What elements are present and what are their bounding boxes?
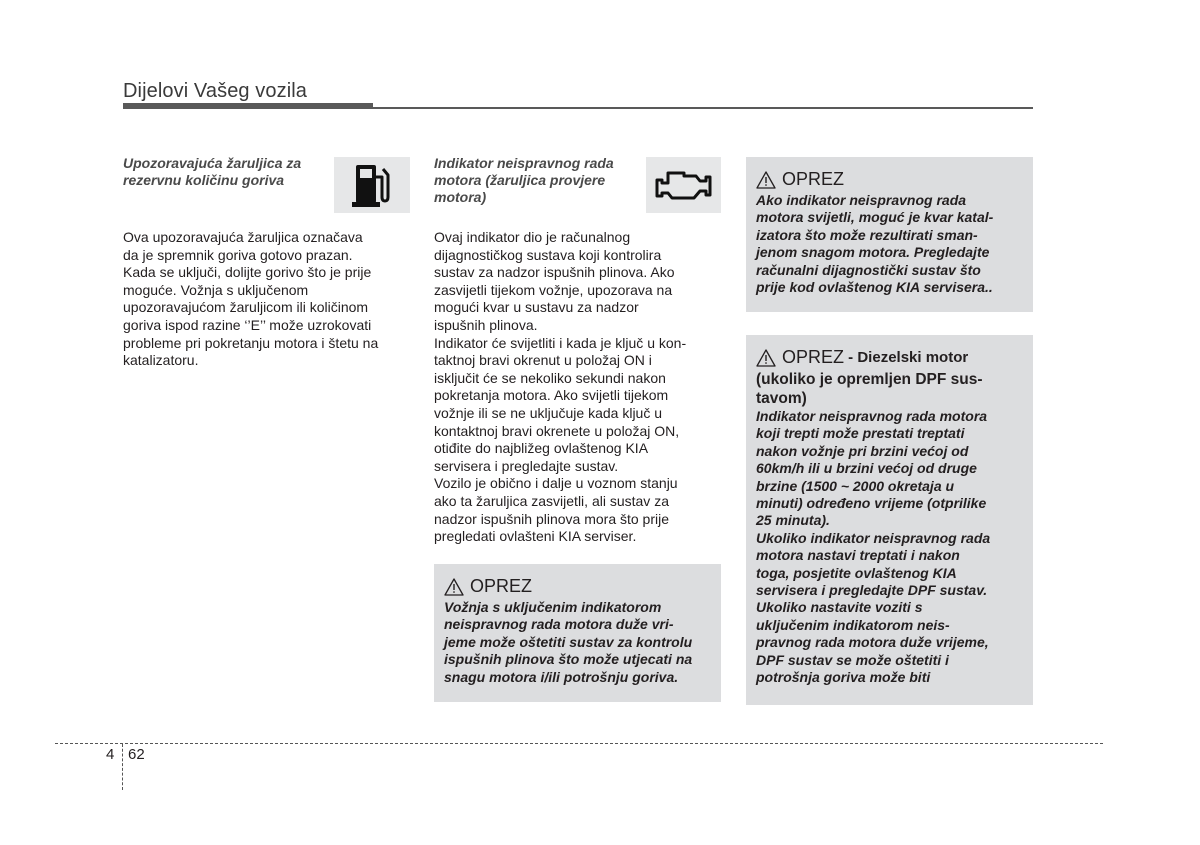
text-line: Indikator neispravnog rada motora [756,408,988,424]
text-line: Indikator će svijetliti i kada je ključ u kon- [434,334,687,351]
text-line: Ukoliko nastavite voziti s [756,599,923,616]
text-line: koji trepti može prestati treptati [756,425,965,442]
engine-indicator-text [434,229,734,546]
caution-header [756,169,1023,190]
text-line: prije kod ovlaštenog KIA servisera.. [756,279,993,296]
text-line: ako ta žaruljica zasvijetli, ali sustav za [434,492,669,509]
text-line: neispravnog rada motora duže vri- [444,616,674,633]
text-line: 25 minuta). [756,512,830,529]
text-line: Kada se uključi, dolijte gorivo što je prije [123,264,372,281]
text-line: potrošnja goriva može biti [756,669,931,686]
check-engine-icon [654,168,714,202]
caution-title-suffix: - Diezelski motor [844,349,969,366]
text-line: (ukoliko je opremljen DPF sus- [756,371,983,388]
text-line: taktnoj bravi okrenut u položaj ON i [434,352,652,369]
text-line: Ako indikator neispravnog rada [756,192,967,208]
text-line: upozoravajućom žaruljicom ili količinom [123,299,369,316]
footer-vertical-rule [122,744,123,790]
text-line: sustav za nadzor ispušnih plinova. Ako [434,264,675,281]
caution-subtitle [756,370,1023,408]
text-line: računalni dijagnostički sustav što [756,261,981,278]
text-line: mogući kvar u sustavu za nadzor [434,299,639,316]
caution-title: OPREZ [470,576,533,596]
caution-header [756,347,1023,368]
text-line: jenom snagom motora. Pregledajte [756,244,990,261]
text-line: zasvijetli tijekom vožnje, upozorava na [434,281,673,298]
text-line: tavom) [756,390,807,407]
text-line: Vožnja s uključenim indikatorom [444,599,662,615]
fuel-icon-box [334,157,410,213]
text-line: Vozilo je obično i dalje u voznom stanju [434,475,678,492]
text-line: motora nastavi treptati i nakon [756,547,960,564]
text-line: pokretanja motora. Ako svijetli tijekom [434,387,669,404]
engine-caution-box [434,564,721,702]
warning-triangle-icon [444,578,464,596]
text-line: minuti) određeno vrijeme (otprilike [756,495,987,512]
text-line: goriva ispod razine ‘’E’’ može uzrokovati [123,316,372,333]
diesel-caution-box [746,335,1033,705]
text-line: otiđite do najbližeg ovlaštenog KIA [434,440,649,457]
caution-body [444,599,711,686]
text-line: pravnog rada motora duže vrijeme, [756,634,989,651]
fuel-warning-heading: Upozoravajuća žaruljica za rezervnu količinu goriva [123,155,302,188]
text-line: uključenim indikatorom neis- [756,616,950,633]
text-line: da je spremnik goriva gotovo prazan. [123,246,353,263]
text-line: ispušnih plinova što može utjecati na [444,651,693,668]
text-line: jeme može oštetiti sustav za kontrolu [444,633,693,650]
text-line: dijagnostičkog sustava koji kontrolira [434,246,662,263]
catalyst-caution-box [746,157,1033,312]
text-line: kontaktnoj bravi okrenete u položaj ON, [434,422,680,439]
text-line: snagu motora i/ili potrošnju goriva. [444,668,679,685]
caution-body [756,192,1023,296]
text-line: DPF sustav se može oštetiti i [756,651,949,668]
text-line: ispušnih plinova. [434,316,538,333]
text-line: izatora što može rezultirati sman- [756,226,978,243]
text-line: probleme pri pokretanju motora i štetu na [123,334,379,351]
page-header-title: Dijelovi Vašeg vozila [123,80,308,102]
text-line: servisera i pregledajte DPF sustav. [756,582,988,599]
text-line: isključit će se nekoliko sekundi nakon [434,369,666,386]
page-number: 62 [128,746,145,763]
caution-body [756,408,1023,687]
text-line: Ova upozoravajuća žaruljica označava [123,229,363,245]
text-line: pregledati ovlašteni KIA serviser. [434,528,637,545]
text-line: nakon vožnje pri brzini većoj od [756,442,969,459]
text-line: katalizatoru. [123,352,199,369]
text-line: nadzor ispušnih plinova mora što prije [434,510,670,527]
text-line: moguće. Vožnja s uključenom [123,281,309,298]
text-line: toga, posjetite ovlaštenog KIA [756,564,957,581]
engine-icon-box [646,157,721,213]
text-line: vožnje ili se ne uključuje kada ključ u [434,404,663,421]
text-line: brzine (1500 ~ 2000 okretaja u [756,477,955,494]
caution-header [444,576,711,597]
text-line: servisera i pregledajte sustav. [434,457,619,474]
header-rule-thin [373,107,1033,109]
header-rule-thick [123,103,373,109]
text-line: motora svijetli, moguć je kvar katal- [756,209,994,226]
fuel-pump-icon [350,161,394,209]
warning-triangle-icon [756,349,776,367]
caution-title: OPREZ [782,347,845,367]
warning-triangle-icon [756,171,776,189]
text-line: Ukoliko indikator neispravnog rada [756,529,991,546]
footer-dashed-rule [55,743,1103,744]
text-line: Ovaj indikator dio je računalnog [434,229,631,245]
engine-indicator-heading: Indikator neispravnog rada motora (žaruljica provjere motora) [434,155,614,205]
fuel-warning-text [123,229,418,370]
chapter-number: 4 [106,746,115,763]
caution-title: OPREZ [782,169,845,189]
text-line: 60km/h ili u brzini većoj od druge [756,460,977,477]
